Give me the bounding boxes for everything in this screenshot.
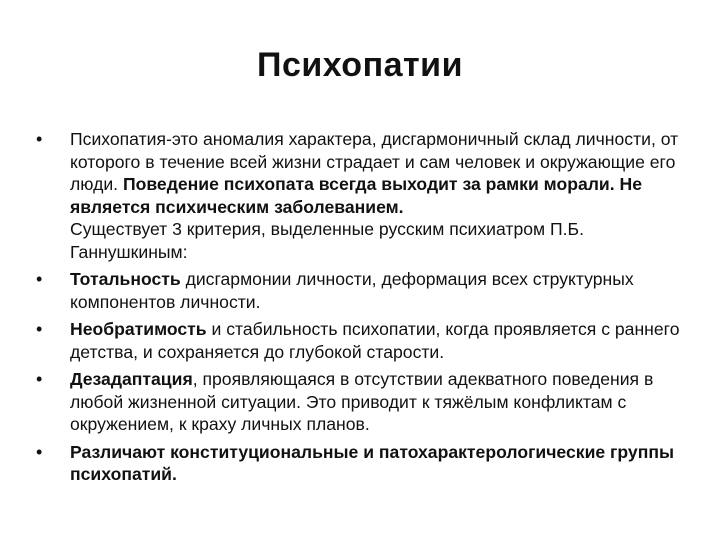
bullet-marker: • <box>36 129 43 149</box>
bullet-marker: • <box>36 269 43 289</box>
maladaptation-text: , проявляющаяся в отсутствии адекватного поведения в любой жизненной ситуации. Это приводит к тяжёлым конфликтам с окружением, к краху личных планов. <box>70 369 654 434</box>
bullet-definition <box>36 128 686 263</box>
bullet-maladaptation <box>36 368 686 436</box>
bullet-irreversibility <box>36 318 686 363</box>
slide-title: Психопатии <box>257 46 463 84</box>
bullet-groups <box>36 441 686 486</box>
maladaptation-term: Дезадаптация <box>70 369 193 389</box>
groups-text: Различают конституциональные и патохарактерологические группы психопатий. <box>70 441 674 484</box>
definition-text: Психопатия-это аномалия характера, дисгармоничный склад личности, от которого в течение всей жизни страдает и сам человек и окружающие его люди. <box>70 129 679 194</box>
irreversibility-term: Необратимость <box>70 319 207 339</box>
irreversibility-text: и стабильность психопатии, когда проявляется с раннего детства, и сохраняется до глубокой старости. <box>70 319 680 362</box>
definition-bold-text: Поведение психопата всегда выходит за рамки морали. Не является психическим заболеванием. <box>70 174 643 217</box>
totality-term: Тотальность <box>70 269 181 289</box>
bullet-marker: • <box>36 319 43 339</box>
bullet-list <box>36 128 686 491</box>
bullet-totality <box>36 268 686 313</box>
bullet-marker: • <box>36 369 43 389</box>
bullet-marker: • <box>36 441 43 462</box>
totality-text: дисгармонии личности, деформация всех структурных компонентов личности. <box>70 269 634 312</box>
criteria-intro-text: Существует 3 критерия, выделенные русским психиатром П.Б. Ганнушкиным: <box>70 219 584 262</box>
